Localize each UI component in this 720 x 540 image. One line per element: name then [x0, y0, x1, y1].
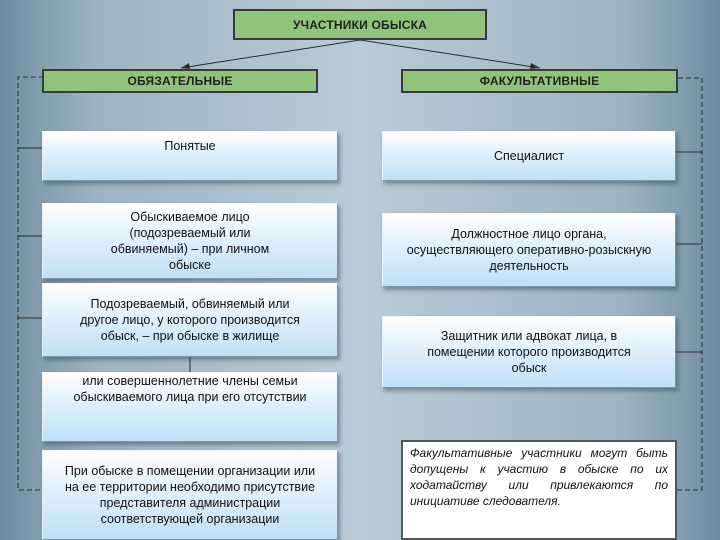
optional-item-specialist: [382, 131, 676, 181]
mandatory-item-organization: [42, 450, 338, 540]
mandatory-item-text: Подозреваемый, обвиняемый или другое лицо, у которого производится обыск, – при обыске в жилище: [80, 297, 300, 343]
mandatory-item-text: При обыске в помещении организации или на ее территории необходимо присутствие представителя администрации соответствующей организации: [64, 464, 316, 526]
mandatory-header: [42, 69, 318, 93]
root-title-text: УЧАСТНИКИ ОБЫСКА: [292, 17, 428, 32]
mandatory-item-text: или совершеннолетние члены семьи обыскиваемого лица при его отсутствии: [73, 374, 307, 404]
mandatory-item-home-search: [42, 283, 338, 357]
root-title: [233, 9, 487, 40]
optional-item-defense-lawyer: [382, 316, 676, 388]
optional-note: [401, 440, 677, 540]
optional-header: [401, 69, 678, 93]
optional-item-text: Защитник или адвокат лица, в помещении которого производится обыск: [427, 329, 631, 375]
mandatory-item-searched-person: [42, 203, 338, 279]
mandatory-item-witnesses: [42, 131, 338, 181]
mandatory-item-text: Обыскиваемое лицо (подозреваемый или обвиняемый) – при личном обыске: [110, 210, 270, 272]
mandatory-header-text: ОБЯЗАТЕЛЬНЫЕ: [127, 74, 233, 88]
optional-item-operative-official: [382, 213, 676, 287]
optional-note-text: Факультативные участники могут быть допущены к участию в обыске по их ходатайству или привлекаются по инициативе следователя.: [410, 446, 668, 508]
optional-item-text: Специалист: [493, 149, 565, 163]
optional-item-text: Должностное лицо органа, осуществляющего оперативно-розыскную деятельность: [406, 227, 652, 273]
mandatory-item-text: Понятые: [164, 139, 216, 153]
mandatory-item-family-members: [42, 372, 338, 442]
optional-header-text: ФАКУЛЬТАТИВНЫЕ: [479, 74, 600, 88]
